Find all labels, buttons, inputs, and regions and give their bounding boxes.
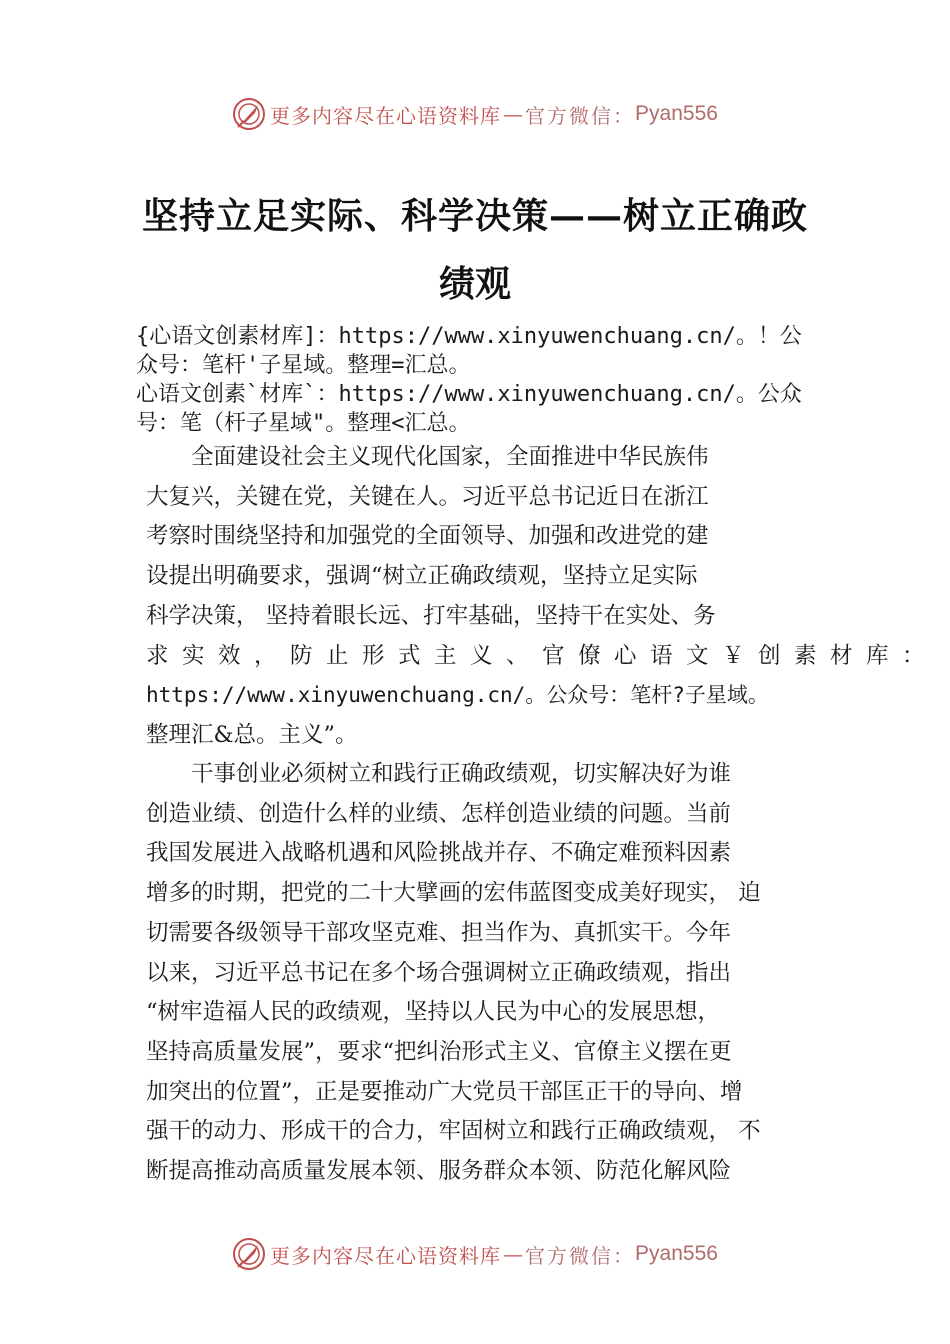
document-title-line-2: 绩观	[438, 263, 511, 305]
paragraph-line: 设提出明确要求，强调“树立正确政绩观，坚持立足实际	[146, 563, 698, 590]
paragraph-line: https://www.xinyuwenchuang.cn/。公众号：笔杆?子星域。	[146, 683, 769, 708]
banner-wechat-handle: Pyan556	[635, 102, 718, 125]
paragraph-line: 断提高推动高质量发展本领、服务群众本领、防范化解风险	[146, 1158, 732, 1185]
banner-separator: —	[503, 102, 524, 126]
paragraph-line: 考察时围绕坚持和加强党的全面领导、加强和改进党的建	[146, 523, 709, 550]
paragraph-line: 干事创业必须树立和践行正确政绩观，切实解决好为谁	[191, 761, 732, 787]
paragraph-line: 切需要各级领导干部攻坚克难、担当作为、真抓实干。今年	[146, 919, 732, 946]
banner-wechat-handle: Pyan556	[635, 1242, 718, 1265]
paragraph-line: 以来，习近平总书记在多个场合强调树立正确政绩观，指出	[146, 959, 732, 986]
banner-main-text: 更多内容尽在心语资料库	[270, 103, 502, 128]
banner-separator: —	[503, 1242, 524, 1266]
source-line: 心语文创素`材库`：https://www.xinyuwenchuang.cn/。公众	[136, 382, 802, 407]
paragraph-line: 增多的时期，把党的二十大擘画的宏伟蓝图变成美好现实， 迫	[146, 880, 761, 907]
source-line: {心语文创素材库]：https://www.xinyuwenchuang.cn/。！公	[136, 324, 802, 349]
source-line: 众号：笔杆'子星域。整理=汇总。	[136, 353, 471, 378]
banner-wechat-label: 官方微信：	[525, 1243, 636, 1268]
source-line: 号：笔（杆子星域"。整理<汇总。	[136, 411, 471, 436]
header-watermark-banner	[0, 94, 950, 134]
paragraph-line: 强干的动力、形成干的合力，牢固树立和践行正确政绩观， 不	[146, 1118, 761, 1145]
body-paragraph-1	[146, 438, 939, 756]
paragraph-line: 坚持高质量发展”，要求“把纠治形式主义、官僚主义摆在更	[146, 1038, 732, 1065]
paragraph-line: “树牢造福人民的政绩观，坚持以人民为中心的发展思想，	[146, 999, 721, 1026]
paragraph-line: 科学决策， 坚持着眼长远、打牢基础，坚持干在实处、务	[146, 602, 716, 629]
body-paragraph-2	[146, 755, 818, 1192]
footer-watermark-banner	[0, 1234, 950, 1274]
paragraph-line: 加突出的位置”，正是要推动广大党员干部匡正干的导向、增	[146, 1078, 743, 1105]
paragraph-line: 大复兴，关键在党，关键在人。习近平总书记近日在浙江	[146, 483, 709, 510]
paragraph-line: 求实效，防止形式主义、官僚心语文￥创素材库：	[146, 642, 939, 669]
paragraph-line: 整理汇&总。主义”。	[146, 721, 358, 748]
banner-wechat-label: 官方微信：	[525, 103, 636, 128]
document-title-line-1: 坚持立足实际、科学决策——树立正确政	[141, 195, 808, 237]
banner-main-text: 更多内容尽在心语资料库	[270, 1243, 502, 1268]
paragraph-line: 全面建设社会主义现代化国家，全面推进中华民族伟	[191, 444, 709, 470]
quill-logo-icon	[232, 97, 266, 131]
quill-logo-icon	[232, 1237, 266, 1271]
paragraph-line: 创造业绩、创造什么样的业绩、怎样创造业绩的问题。当前	[146, 800, 732, 827]
paragraph-line: 我国发展进入战略机遇和风险挑战并存、不确定难预料因素	[146, 840, 732, 867]
